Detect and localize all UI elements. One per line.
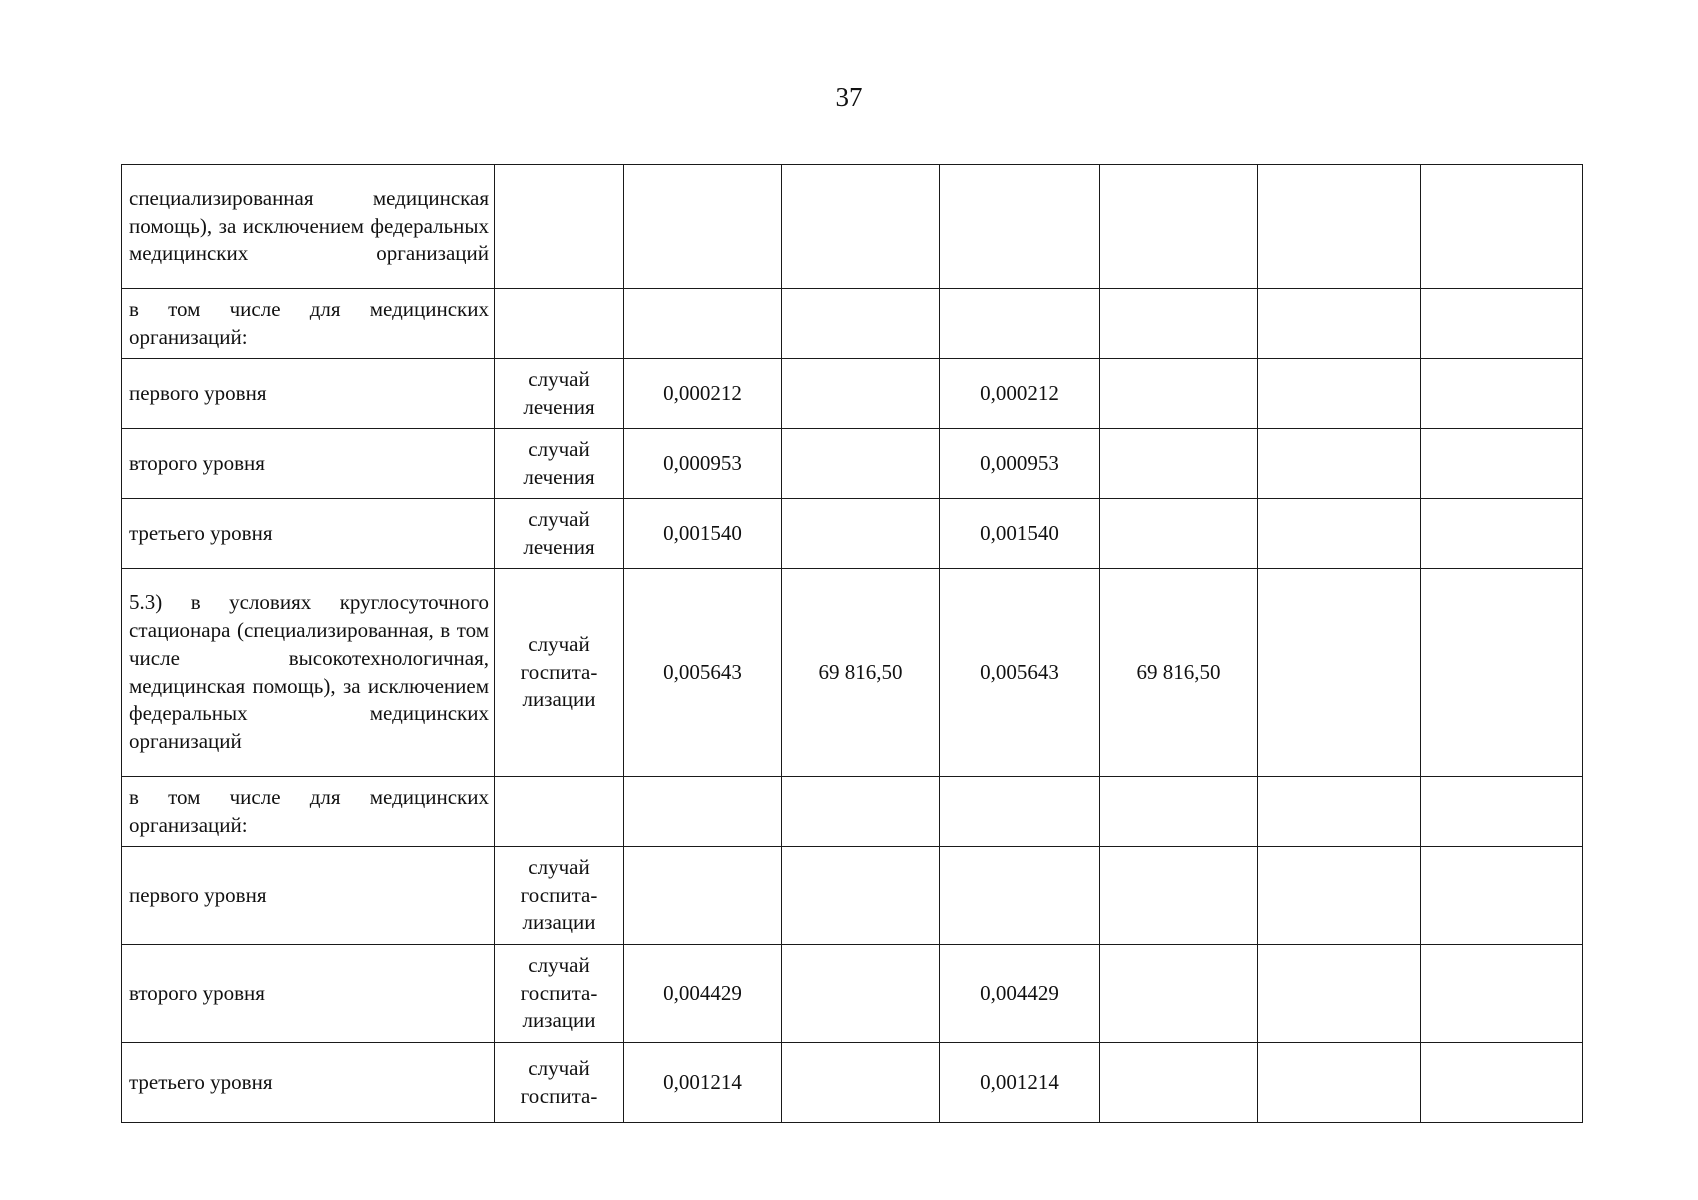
row-value <box>1258 569 1421 777</box>
norms-table <box>121 164 1583 1123</box>
table-row <box>122 359 1583 429</box>
row-value <box>782 1043 940 1123</box>
row-description: второго уровня <box>122 429 495 499</box>
row-value <box>940 165 1100 289</box>
row-unit <box>495 289 624 359</box>
row-value <box>1421 499 1583 569</box>
row-value <box>782 359 940 429</box>
row-description: первого уровня <box>122 359 495 429</box>
row-unit: случай лечения <box>495 429 624 499</box>
row-unit: случай лечения <box>495 499 624 569</box>
row-value <box>1421 1043 1583 1123</box>
row-value <box>1258 777 1421 847</box>
page-number: 37 <box>835 82 863 112</box>
row-description: в том числе для медицинских организаций: <box>122 777 495 847</box>
row-value <box>1100 359 1258 429</box>
row-value <box>1421 569 1583 777</box>
row-value <box>1258 289 1421 359</box>
row-value: 0,004429 <box>624 945 782 1043</box>
row-value <box>1421 165 1583 289</box>
table-row <box>122 1043 1583 1123</box>
row-value: 0,001540 <box>940 499 1100 569</box>
row-value <box>624 165 782 289</box>
table-row <box>122 847 1583 945</box>
row-value <box>1100 289 1258 359</box>
row-value: 0,001540 <box>624 499 782 569</box>
row-value <box>1258 1043 1421 1123</box>
row-value: 0,001214 <box>624 1043 782 1123</box>
row-value <box>1258 847 1421 945</box>
row-value <box>1258 945 1421 1043</box>
row-value: 0,001214 <box>940 1043 1100 1123</box>
row-description: третьего уровня <box>122 1043 495 1123</box>
row-value: 69 816,50 <box>782 569 940 777</box>
row-description: второго уровня <box>122 945 495 1043</box>
row-value <box>1421 945 1583 1043</box>
table-row <box>122 569 1583 777</box>
row-value <box>1100 945 1258 1043</box>
table-row <box>122 165 1583 289</box>
row-value <box>1100 165 1258 289</box>
row-value <box>782 847 940 945</box>
row-unit: случай госпита-лизации <box>495 847 624 945</box>
row-value: 0,004429 <box>940 945 1100 1043</box>
row-value <box>1258 499 1421 569</box>
row-value: 0,000953 <box>940 429 1100 499</box>
row-value <box>1258 359 1421 429</box>
row-value <box>1421 289 1583 359</box>
row-value <box>940 777 1100 847</box>
row-value <box>782 499 940 569</box>
row-value <box>1421 777 1583 847</box>
row-value <box>624 289 782 359</box>
table-row <box>122 429 1583 499</box>
row-value: 0,005643 <box>940 569 1100 777</box>
row-description: специализированная медицинская помощь), за исключением федеральных медицинских организаций <box>122 165 495 289</box>
row-value: 69 816,50 <box>1100 569 1258 777</box>
row-description: в том числе для медицинских организаций: <box>122 289 495 359</box>
row-unit: случай лечения <box>495 359 624 429</box>
row-value <box>1421 429 1583 499</box>
table-row <box>122 499 1583 569</box>
row-value <box>782 289 940 359</box>
row-unit: случай госпита-лизации <box>495 569 624 777</box>
row-value <box>782 165 940 289</box>
row-value <box>1100 777 1258 847</box>
row-value <box>1258 165 1421 289</box>
row-value <box>1100 1043 1258 1123</box>
table-row <box>122 777 1583 847</box>
row-value <box>1421 847 1583 945</box>
row-value: 0,000212 <box>940 359 1100 429</box>
row-description: первого уровня <box>122 847 495 945</box>
table-row <box>122 289 1583 359</box>
row-value: 0,005643 <box>624 569 782 777</box>
row-value: 0,000212 <box>624 359 782 429</box>
row-unit <box>495 165 624 289</box>
row-value <box>624 847 782 945</box>
row-value <box>1421 359 1583 429</box>
table-row <box>122 945 1583 1043</box>
row-unit: случай госпита- <box>495 1043 624 1123</box>
row-value <box>1100 499 1258 569</box>
row-value <box>782 429 940 499</box>
row-value <box>782 945 940 1043</box>
row-value <box>940 847 1100 945</box>
row-description: третьего уровня <box>122 499 495 569</box>
row-value <box>940 289 1100 359</box>
row-value <box>624 777 782 847</box>
row-value <box>1100 429 1258 499</box>
row-unit <box>495 777 624 847</box>
row-value <box>782 777 940 847</box>
row-unit: случай госпита-лизации <box>495 945 624 1043</box>
row-value: 0,000953 <box>624 429 782 499</box>
row-description: 5.3) в условиях круглосуточного стационара (специализированная, в том числе высокотехнологичная, медицинская помощь), за исключением федеральных медицинских организаций <box>122 569 495 777</box>
row-value <box>1258 429 1421 499</box>
row-value <box>1100 847 1258 945</box>
